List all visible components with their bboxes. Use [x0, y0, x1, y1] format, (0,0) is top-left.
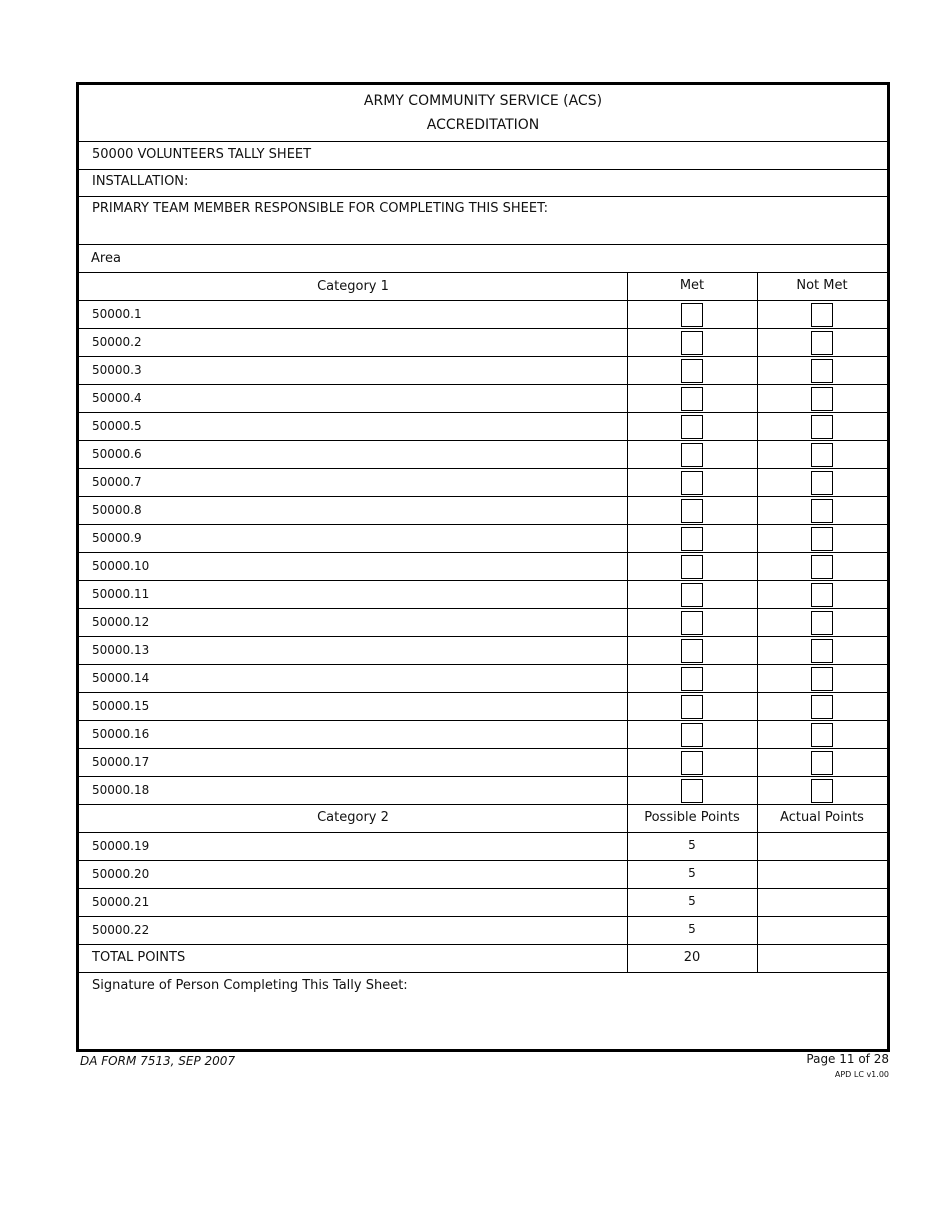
area-row [79, 245, 887, 273]
not-met-checkbox[interactable] [811, 555, 833, 579]
met-checkbox[interactable] [681, 751, 703, 775]
area-label: Area [91, 251, 121, 266]
item-id-label: 50000.19 [92, 839, 150, 853]
form-id: DA FORM 7513, SEP 2007 [80, 1054, 236, 1068]
category1-item-row [79, 637, 887, 665]
not-met-checkbox[interactable] [811, 499, 833, 523]
item-id-label: 50000.22 [92, 923, 150, 937]
not-met-column-header: Not Met [796, 278, 848, 293]
met-checkbox[interactable] [681, 331, 703, 355]
category2-item-row [79, 917, 887, 945]
actual-points-field[interactable] [759, 889, 887, 916]
category1-item-row [79, 469, 887, 497]
item-id-label: 50000.14 [92, 671, 150, 685]
actual-points-field[interactable] [759, 833, 887, 860]
met-checkbox[interactable] [681, 695, 703, 719]
total-points-row [79, 945, 887, 973]
item-id-label: 50000.20 [92, 867, 150, 881]
category1-item-row [79, 749, 887, 777]
item-id-label: 50000.1 [92, 307, 142, 321]
page-number: Page 11 of 28 [806, 1052, 889, 1066]
category1-item-row [79, 497, 887, 525]
met-checkbox[interactable] [681, 555, 703, 579]
possible-points-value: 5 [688, 866, 696, 880]
total-points-label: TOTAL POINTS [92, 950, 186, 965]
met-checkbox[interactable] [681, 639, 703, 663]
category1-item-row [79, 329, 887, 357]
category1-item-row [79, 441, 887, 469]
met-checkbox[interactable] [681, 471, 703, 495]
item-id-label: 50000.18 [92, 783, 150, 797]
item-id-label: 50000.3 [92, 363, 142, 377]
sheet-title-row [79, 142, 887, 170]
category2-item-row [79, 889, 887, 917]
header-title-line1: ARMY COMMUNITY SERVICE (ACS) [363, 93, 603, 109]
category1-item-row [79, 721, 887, 749]
not-met-checkbox[interactable] [811, 359, 833, 383]
possible-points-value: 5 [688, 922, 696, 936]
met-checkbox[interactable] [681, 387, 703, 411]
item-id-label: 50000.8 [92, 503, 142, 517]
not-met-checkbox[interactable] [811, 331, 833, 355]
version-label: APD LC v1.00 [834, 1070, 889, 1079]
item-id-label: 50000.10 [92, 559, 150, 573]
met-checkbox[interactable] [681, 499, 703, 523]
not-met-checkbox[interactable] [811, 751, 833, 775]
category1-header-row [79, 273, 887, 301]
signature-row[interactable] [79, 973, 887, 1053]
category1-item-row [79, 357, 887, 385]
item-id-label: 50000.13 [92, 643, 150, 657]
total-actual-points-field[interactable] [759, 945, 887, 972]
category1-item-row [79, 581, 887, 609]
column-divider [627, 273, 628, 973]
not-met-checkbox[interactable] [811, 723, 833, 747]
item-id-label: 50000.12 [92, 615, 150, 629]
actual-points-field[interactable] [759, 861, 887, 888]
met-checkbox[interactable] [681, 723, 703, 747]
met-checkbox[interactable] [681, 303, 703, 327]
item-id-label: 50000.11 [92, 587, 150, 601]
category1-label: Category 1 [317, 279, 389, 294]
item-id-label: 50000.5 [92, 419, 142, 433]
form-header [79, 85, 887, 142]
item-id-label: 50000.17 [92, 755, 150, 769]
possible-points-value: 5 [688, 838, 696, 852]
item-id-label: 50000.16 [92, 727, 150, 741]
not-met-checkbox[interactable] [811, 387, 833, 411]
installation-label: INSTALLATION: [92, 174, 189, 189]
met-checkbox[interactable] [681, 611, 703, 635]
header-title-line2: ACCREDITATION [426, 117, 540, 133]
possible-points-value: 5 [688, 894, 696, 908]
met-column-header: Met [679, 278, 705, 293]
met-checkbox[interactable] [681, 667, 703, 691]
category2-item-row [79, 833, 887, 861]
tally-sheet-form [76, 82, 890, 1052]
category1-item-row [79, 553, 887, 581]
primary-member-label: PRIMARY TEAM MEMBER RESPONSIBLE FOR COMPLETING THIS SHEET: [92, 201, 549, 216]
column-divider [757, 273, 758, 973]
item-id-label: 50000.15 [92, 699, 150, 713]
primary-member-row[interactable] [79, 197, 887, 245]
category2-item-row [79, 861, 887, 889]
category1-item-row [79, 385, 887, 413]
not-met-checkbox[interactable] [811, 415, 833, 439]
category1-item-row [79, 693, 887, 721]
category1-item-row [79, 301, 887, 329]
item-id-label: 50000.21 [92, 895, 150, 909]
item-id-label: 50000.9 [92, 531, 142, 545]
not-met-checkbox[interactable] [811, 303, 833, 327]
not-met-checkbox[interactable] [811, 443, 833, 467]
category2-header-row [79, 805, 887, 833]
not-met-checkbox[interactable] [811, 639, 833, 663]
not-met-checkbox[interactable] [811, 583, 833, 607]
category1-item-row [79, 665, 887, 693]
sheet-title: 50000 VOLUNTEERS TALLY SHEET [92, 147, 312, 162]
category1-item-row [79, 609, 887, 637]
met-checkbox[interactable] [681, 443, 703, 467]
installation-row[interactable] [79, 170, 887, 197]
total-points-value: 20 [683, 950, 701, 965]
not-met-checkbox[interactable] [811, 611, 833, 635]
item-id-label: 50000.7 [92, 475, 142, 489]
not-met-checkbox[interactable] [811, 471, 833, 495]
actual-points-field[interactable] [759, 917, 887, 944]
category1-item-row [79, 525, 887, 553]
not-met-checkbox[interactable] [811, 667, 833, 691]
item-id-label: 50000.4 [92, 391, 142, 405]
possible-points-header: Possible Points [644, 810, 740, 825]
category1-item-row [79, 777, 887, 805]
item-id-label: 50000.6 [92, 447, 142, 461]
actual-points-header: Actual Points [780, 810, 864, 825]
met-checkbox[interactable] [681, 359, 703, 383]
item-id-label: 50000.2 [92, 335, 142, 349]
not-met-checkbox[interactable] [811, 527, 833, 551]
met-checkbox[interactable] [681, 415, 703, 439]
not-met-checkbox[interactable] [811, 779, 833, 803]
met-checkbox[interactable] [681, 779, 703, 803]
category1-item-row [79, 413, 887, 441]
signature-label: Signature of Person Completing This Tally Sheet: [92, 978, 408, 993]
not-met-checkbox[interactable] [811, 695, 833, 719]
met-checkbox[interactable] [681, 583, 703, 607]
met-checkbox[interactable] [681, 527, 703, 551]
category2-label: Category 2 [317, 810, 389, 825]
